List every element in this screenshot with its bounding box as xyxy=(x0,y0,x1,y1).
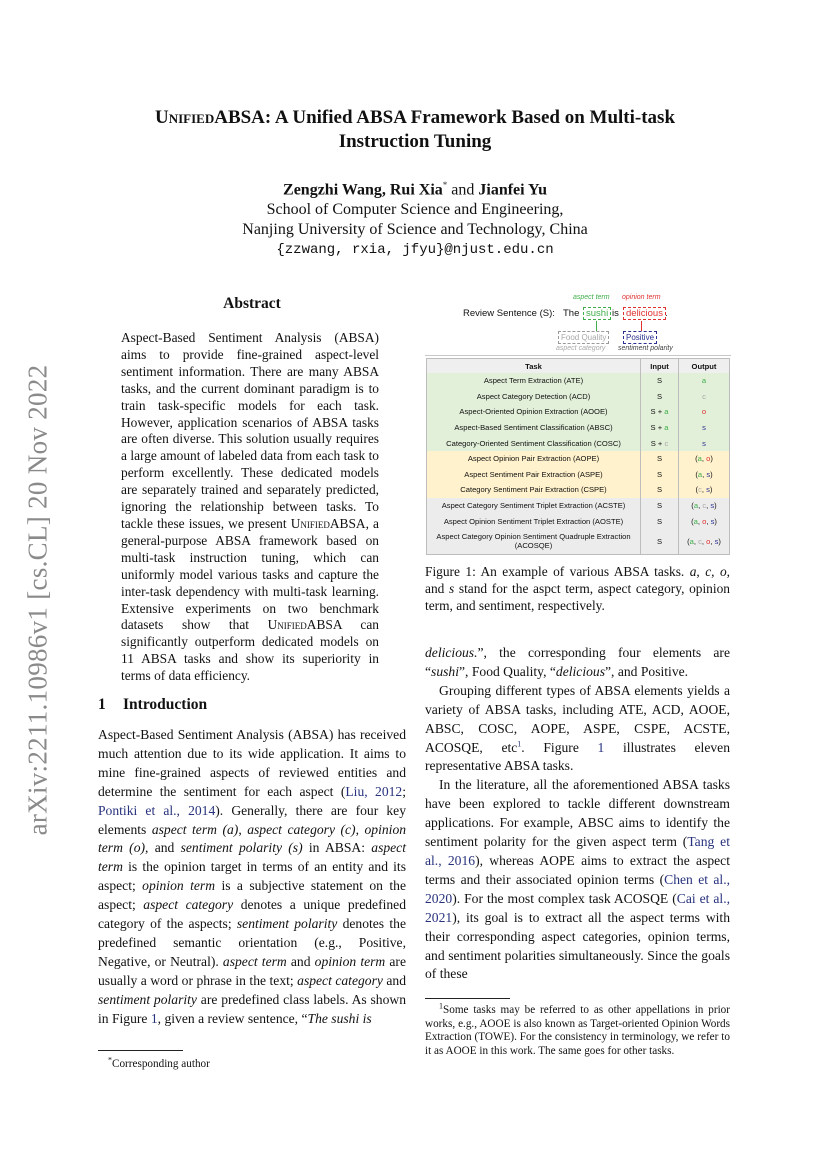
label-opinion-term: opinion term xyxy=(622,294,661,301)
task-name-cell: Aspect Sentiment Pair Extraction (ASPE) xyxy=(427,467,641,483)
affiliation-line-1: School of Computer Science and Engineering, xyxy=(266,201,564,219)
body-text: ; xyxy=(402,783,406,799)
task-input-cell: S xyxy=(641,389,679,405)
body-text: are predefined class labels. As shown in Figure xyxy=(98,991,406,1026)
caption-var: a xyxy=(689,564,697,579)
body-text: and xyxy=(382,972,407,988)
author-names-b: Jianfei Yu xyxy=(478,181,547,199)
figure-1-caption xyxy=(425,563,730,614)
task-input-cell: S xyxy=(641,529,679,555)
title-line2: Instruction Tuning xyxy=(338,131,492,152)
body-text: Grouping different types of ABSA elements yields a variety of ABSA tasks, including ATE, ACD, AOOE, ABSC, COSC, AOPE, ASPE, CSPE, ACSTE, ACOSQE, etc xyxy=(425,682,730,755)
figure-reference-link[interactable]: 1 xyxy=(597,739,605,755)
body-text: In the literature, all the aforementioned ABSA tasks have been explored to tackle different downstream applications. For example, ABSC aims to identify the sentiment polarity for the given aspect term ( xyxy=(425,777,730,850)
arrow-aspect-to-category xyxy=(596,321,597,331)
term-italic: opinion term xyxy=(142,878,216,894)
task-name-cell: Aspect Term Extraction (ATE) xyxy=(427,373,641,389)
footnote-corresponding xyxy=(108,1055,406,1072)
intro-paragraph-1 xyxy=(98,726,406,1029)
figure-1 xyxy=(425,293,731,551)
task-name-cell: Aspect-Oriented Opinion Extraction (AOOE) xyxy=(427,404,641,420)
header-input: Input xyxy=(641,359,679,374)
arxiv-id-text: arXiv:2211.10986v1 [cs.CL] 20 Nov 2022 xyxy=(22,364,53,836)
author-and: and xyxy=(451,181,475,199)
task-name-cell: Aspect Opinion Pair Extraction (AOPE) xyxy=(427,451,641,467)
task-input-cell: S + a xyxy=(641,404,679,420)
task-name-cell: Category-Oriented Sentiment Classification (COSC) xyxy=(427,435,641,451)
intro-paragraph-2 xyxy=(425,682,730,777)
term-italic: aspect term (a) xyxy=(151,821,239,837)
sentence-word-the: The xyxy=(563,308,580,319)
caption-text: , xyxy=(711,564,720,579)
task-output-cell: (a, c, s) xyxy=(679,498,730,514)
citation-link[interactable]: Chen et al., 2020 xyxy=(425,871,730,906)
affiliation-line-2: Nanjing University of Science and Technology, China xyxy=(242,221,588,239)
corresponding-mark: * xyxy=(442,180,448,190)
quote-italic: The sushi is xyxy=(307,1010,372,1026)
aspect-term-box: sushi xyxy=(583,307,611,320)
task-output-cell: (a, o) xyxy=(679,451,730,467)
quote-italic: sushi xyxy=(431,663,459,679)
title-smallcaps: Unified xyxy=(154,107,215,128)
task-input-cell: S xyxy=(641,467,679,483)
section-heading-introduction xyxy=(98,696,207,714)
citation-link[interactable]: Cai et al., 2021 xyxy=(425,890,730,925)
footnote-rule xyxy=(425,998,510,999)
table-row xyxy=(427,420,730,436)
label-sentiment-polarity: sentiment polarity xyxy=(618,345,673,352)
body-text: , xyxy=(238,821,248,837)
task-output-cell: (a, c, o, s) xyxy=(679,529,730,555)
footnote-text: Corresponding author xyxy=(112,1058,210,1070)
abstract-text: Aspect-Based Sentiment Analysis (ABSA) aims to provide fine-grained aspect-level sentiment information. There are many ABSA tasks, and the current dominant paradigm is to train task-specific models for each task. However, application scenarios of ABSA tasks are often diverse. This solution usually requires a large amount of labeled data from each task to perform excellently. These dedicated models are separately trained and separately predicted, ignoring the relationship between tasks. To tackle these issues, we present xyxy=(121,330,379,531)
task-output-cell: s xyxy=(679,435,730,451)
abstract-smallcaps: Unified xyxy=(290,515,330,531)
table-row xyxy=(427,529,730,555)
author-emails: {zzwang, rxia, jfyu}@njust.edu.cn xyxy=(276,242,554,259)
footnote-rule xyxy=(98,1050,183,1051)
table-row xyxy=(427,435,730,451)
quote-italic: delicious. xyxy=(425,645,478,660)
body-text: ”, and Positive. xyxy=(605,663,689,679)
task-output-cell: a xyxy=(679,373,730,389)
term-italic: sentiment polarity (s) xyxy=(180,840,303,856)
intro-paragraph-3 xyxy=(425,776,730,984)
body-text: ). For the most complex task ACOSQE ( xyxy=(452,890,677,906)
term-italic: sentiment polarity xyxy=(236,916,338,932)
table-row xyxy=(427,451,730,467)
abstract-body xyxy=(121,330,379,685)
term-italic: opinion term (o) xyxy=(98,821,407,856)
body-text: Aspect-Based Sentiment Analysis (ABSA) has received much attention due to its wide application. It aims to mine fine-grained aspects of reviewed entities and determine the sentiment for each aspect ( xyxy=(98,727,406,799)
author-names-a: Zengzhi Wang, Rui Xia xyxy=(283,181,443,199)
task-name-cell: Aspect Category Sentiment Triplet Extraction (ACSTE) xyxy=(427,498,641,514)
label-aspect-category: aspect category xyxy=(556,345,606,352)
body-text: ). Generally, there are four key elements xyxy=(98,802,406,837)
body-text: are usually a word or phrase in the text; xyxy=(98,953,406,988)
task-name-cell: Category Sentiment Pair Extraction (CSPE) xyxy=(427,482,641,498)
abstract-smallcaps: Unified xyxy=(267,617,307,633)
body-text: , given a review sentence, “ xyxy=(157,1010,308,1026)
term-italic: aspect term xyxy=(222,953,287,969)
task-input-cell: S + c xyxy=(641,435,679,451)
body-text: is the opinion target in terms of an entity and its aspect; xyxy=(98,859,406,894)
caption-text: Figure 1: An example of various ABSA tasks. xyxy=(425,564,690,579)
caption-var: o xyxy=(719,564,727,579)
sentiment-polarity-box: Positive xyxy=(623,331,657,344)
term-italic: aspect category xyxy=(297,972,383,988)
task-output-cell: (c, s) xyxy=(679,482,730,498)
sentence-period: . xyxy=(665,308,668,319)
task-output-cell: (a, s) xyxy=(679,467,730,483)
citation-link[interactable]: Tang et al., 2016 xyxy=(425,834,730,868)
task-name-cell: Aspect Category Opinion Sentiment Quadruple Extraction (ACOSQE) xyxy=(427,529,641,555)
table-row xyxy=(427,482,730,498)
header-task: Task xyxy=(427,359,641,374)
figure-divider xyxy=(425,355,731,356)
body-text: ”, Food Quality, “ xyxy=(459,663,556,679)
footnote-1 xyxy=(425,1001,730,1058)
task-input-cell: S xyxy=(641,513,679,529)
task-output-cell: o xyxy=(679,404,730,420)
task-input-cell: S + a xyxy=(641,420,679,436)
term-italic: opinion term xyxy=(314,953,386,969)
body-text: , and xyxy=(145,840,181,856)
figure-reference-link[interactable]: 1 xyxy=(150,1010,158,1026)
paper-title xyxy=(90,106,740,154)
task-input-cell: S xyxy=(641,482,679,498)
body-text: , xyxy=(355,821,365,837)
arxiv-identifier-stamp xyxy=(18,330,58,870)
header-output: Output xyxy=(679,359,730,374)
task-input-cell: S xyxy=(641,451,679,467)
footnote-text: Some tasks may be referred to as other appellations in prior works, e.g., AOOE is also known as Target-oriented Opinion Words Extraction (TOWE). For the consistency in terminology, we refer to it as AOOE in this work. The same goes for other tasks. xyxy=(425,1004,730,1057)
table-row xyxy=(427,373,730,389)
caption-var: s xyxy=(448,581,455,596)
task-output-cell: c xyxy=(679,389,730,405)
caption-text: , and xyxy=(425,564,730,596)
term-italic: sentiment polarity xyxy=(98,991,197,1007)
body-text: denotes a unique predefined category of the aspects; xyxy=(98,897,407,932)
aspect-category-box: Food Quality xyxy=(558,331,609,344)
abstract-text: ABSA, a general-purpose ABSA framework based on multi-task instruction tuning, which can uniformly model various tasks and capture the inter-task dependency with multi-task learning. Extensive experiments on two benchmark datasets show that xyxy=(121,515,380,633)
task-name-cell: Aspect-Based Sentiment Classification (ABSC) xyxy=(427,420,641,436)
label-aspect-term: aspect term xyxy=(573,294,610,301)
footnote-reference-link[interactable]: 1 xyxy=(517,739,522,748)
abstract-heading: Abstract xyxy=(223,295,281,312)
footnote-mark: * xyxy=(108,1055,112,1065)
task-name-cell: Aspect Opinion Sentiment Triplet Extraction (AOSTE) xyxy=(427,513,641,529)
caption-var: c xyxy=(705,564,712,579)
body-text: and xyxy=(286,953,315,969)
section-number: 1 xyxy=(98,696,106,713)
body-text: ), whereas AOPE aims to extract the aspect terms and their associated opinion terms ( xyxy=(425,852,730,887)
task-name-cell: Aspect Category Detection (ACD) xyxy=(427,389,641,405)
opinion-term-box: delicious xyxy=(623,307,666,320)
body-text: ), its goal is to extract all the aspect terms with their corresponding aspect categories, opinion terms, and sentiment polarities simultaneously. Since the goals of these xyxy=(425,909,730,982)
citation-link[interactable]: Pontiki et al., 2014 xyxy=(98,802,216,818)
task-output-cell: s xyxy=(679,420,730,436)
task-input-cell: S xyxy=(641,373,679,389)
body-text: in ABSA: xyxy=(302,840,372,856)
caption-text: , xyxy=(696,564,706,579)
footnote-mark: 1 xyxy=(439,1001,443,1011)
body-text: illustrates eleven representative ABSA tasks. xyxy=(425,739,730,774)
body-text: is a subjective statement on the aspect; xyxy=(98,878,406,913)
term-italic: aspect category xyxy=(143,897,234,913)
section-title: Introduction xyxy=(123,696,208,713)
title-line1: ABSA: A Unified ABSA Framework Based on Multi-task xyxy=(214,107,676,128)
intro-paragraph-1-continued xyxy=(425,644,730,984)
citation-link[interactable]: Liu, 2012 xyxy=(345,783,403,799)
table-row xyxy=(427,389,730,405)
arrow-opinion-to-polarity xyxy=(641,321,642,331)
body-text: . Figure xyxy=(521,739,598,755)
term-italic: aspect term xyxy=(98,840,406,875)
quote-italic: delicious xyxy=(555,663,605,679)
review-sentence-label: Review Sentence (S): xyxy=(463,308,555,319)
table-row xyxy=(427,513,730,529)
sentence-word-is: is xyxy=(612,308,619,319)
term-italic: aspect category (c) xyxy=(247,821,356,837)
author-block xyxy=(90,175,740,260)
table-row xyxy=(427,467,730,483)
task-output-cell: (a, o, s) xyxy=(679,513,730,529)
table-row xyxy=(427,404,730,420)
caption-text: stand for the aspct term, aspect category, opinion term, and sentiment, respectively. xyxy=(425,581,730,613)
task-input-cell: S xyxy=(641,498,679,514)
body-text: ”, the corresponding four elements are “ xyxy=(425,645,730,679)
body-text: denotes the predefined semantic orientation (e.g., Positive, Negative, or Neutral). xyxy=(98,916,406,969)
abstract-text: ABSA can significantly outperform dedicated models on 11 ABSA tasks and show its superiority in terms of data efficiency. xyxy=(121,617,379,684)
table-header-row xyxy=(427,359,730,374)
absa-task-table xyxy=(426,358,730,555)
table-row xyxy=(427,498,730,514)
task-table-body xyxy=(427,373,730,554)
